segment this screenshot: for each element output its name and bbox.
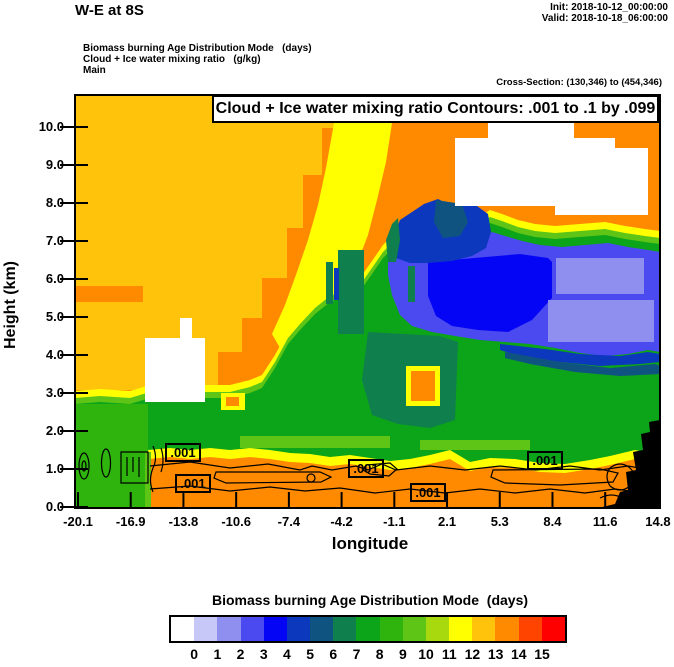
- colorbar-cell: [472, 617, 495, 641]
- x-tick-label: -1.1: [383, 514, 406, 529]
- colorbar-cell: [217, 617, 240, 641]
- plot-inner-title-box: [212, 95, 659, 123]
- y-tick-label: 3.0: [45, 385, 64, 400]
- cross-section-coords: Cross-Section: (130,346) to (454,346): [496, 77, 662, 88]
- y-axis-label: Height (km): [2, 261, 19, 349]
- y-tick-label: 10.0: [38, 119, 64, 134]
- contour-value-label: .001: [348, 459, 384, 478]
- valid-time: Valid: 2018-10-18_06:00:00: [541, 13, 668, 24]
- colorbar-tick-label: 2: [236, 646, 245, 662]
- colorbar-tick-label: 9: [398, 646, 407, 662]
- colorbar-tick-label: 4: [283, 646, 291, 662]
- cloud-small-spike: [180, 318, 192, 344]
- colorbar-cell: [194, 617, 217, 641]
- x-tick-label: -10.6: [221, 514, 251, 529]
- region-mini-col2: [334, 268, 339, 300]
- colorbar-tick-label: 13: [487, 646, 504, 662]
- colorbar-cell: [264, 617, 287, 641]
- cloud-small: [145, 338, 205, 402]
- y-tick-label: 5.0: [45, 309, 64, 324]
- colorbar-cell: [403, 617, 426, 641]
- init-time: Init: 2018-10-12_00:00:00: [550, 2, 668, 13]
- subtitle-domain: Main: [83, 65, 106, 76]
- region-lightgreen-streak1: [240, 436, 390, 448]
- colorbar-cell: [241, 617, 264, 641]
- x-tick-label: -7.4: [277, 514, 301, 529]
- colorbar-cell: [449, 617, 472, 641]
- x-tick-label: -20.1: [63, 514, 93, 529]
- x-tick-label: 2.1: [437, 514, 457, 529]
- contour-value-label: .001: [410, 483, 446, 502]
- y-tick-label: 2.0: [45, 423, 64, 438]
- colorbar-tick-label: 1: [213, 646, 222, 662]
- colorbar-tick-label: 5: [306, 646, 315, 662]
- region-lightgreen-streak2: [420, 440, 530, 450]
- contour-value-label: .001: [165, 443, 201, 462]
- filled-regions: [75, 95, 660, 508]
- region-green-left: [75, 404, 148, 508]
- colorbar-cell: [333, 617, 356, 641]
- y-tick-label: 4.0: [45, 347, 64, 362]
- colorbar-tick-label: 15: [534, 646, 550, 662]
- contour-value-label: .001: [527, 451, 563, 470]
- x-tick-label: -16.9: [115, 514, 146, 529]
- y-tick-label: 7.0: [45, 233, 64, 248]
- region-mini-col1: [326, 262, 333, 304]
- colorbar-tick-label: 0: [190, 646, 199, 662]
- region-mini-col3: [408, 266, 415, 302]
- region-darkgreen-col: [338, 250, 364, 334]
- cloud-big-3: [555, 148, 648, 215]
- colorbar-cell: [310, 617, 333, 641]
- colorbar-cells: [171, 617, 565, 641]
- plot-inner-title: Cloud + Ice water mixing ratio Contours: .001 to .1 by .099: [215, 100, 656, 117]
- colorbar-cell: [356, 617, 379, 641]
- colorbar-tick-label: 11: [441, 646, 457, 662]
- colorbar-tick-label: 10: [418, 646, 434, 662]
- region-blue-light1: [556, 258, 644, 294]
- colorbar-cell: [380, 617, 403, 641]
- colorbar: [169, 615, 567, 643]
- y-tick-label: 1.0: [45, 461, 64, 476]
- colorbar-title: Biomass burning Age Distribution Mode (days): [211, 592, 529, 608]
- page-title: W-E at 8S: [75, 2, 144, 19]
- colorbar-tick-label: 6: [329, 646, 338, 662]
- colorbar-tick-label: 7: [352, 646, 361, 662]
- colorbar-cell: [495, 617, 518, 641]
- colorbar-cell: [171, 617, 194, 641]
- subtitle-contour-field: Cloud + Ice water mixing ratio (g/kg): [83, 54, 261, 65]
- colorbar-tick-label: 8: [375, 646, 384, 662]
- x-axis-label: longitude: [331, 534, 409, 553]
- colorbar-cell: [519, 617, 542, 641]
- colorbar-tick-label: 3: [259, 646, 268, 662]
- x-tick-label: 8.4: [543, 514, 562, 529]
- colorbar-cell: [287, 617, 310, 641]
- contour-value-label: .001: [175, 474, 211, 493]
- x-tick-label: -4.2: [330, 514, 353, 529]
- x-tick-label: 11.6: [592, 514, 618, 529]
- y-tick-label: 9.0: [45, 157, 64, 172]
- region-spot-orange: [226, 397, 239, 406]
- colorbar-cell: [426, 617, 449, 641]
- y-tick-label: 6.0: [45, 271, 64, 286]
- x-tick-label: 5.3: [490, 514, 509, 529]
- region-blue-light2: [548, 300, 654, 342]
- colorbar-cell: [542, 617, 565, 641]
- x-tick-label: 14.8: [645, 514, 671, 529]
- subtitle-fill-field: Biomass burning Age Distribution Mode (days): [83, 43, 312, 54]
- region-blob-orange: [411, 371, 435, 401]
- region-orange-left-strip: [75, 286, 143, 302]
- x-tick-label: -13.8: [168, 514, 199, 529]
- colorbar-tick-label: 14: [511, 646, 527, 662]
- colorbar-tick-label: 12: [464, 646, 481, 662]
- y-tick-label: 0.0: [45, 499, 64, 514]
- y-tick-label: 8.0: [45, 195, 64, 210]
